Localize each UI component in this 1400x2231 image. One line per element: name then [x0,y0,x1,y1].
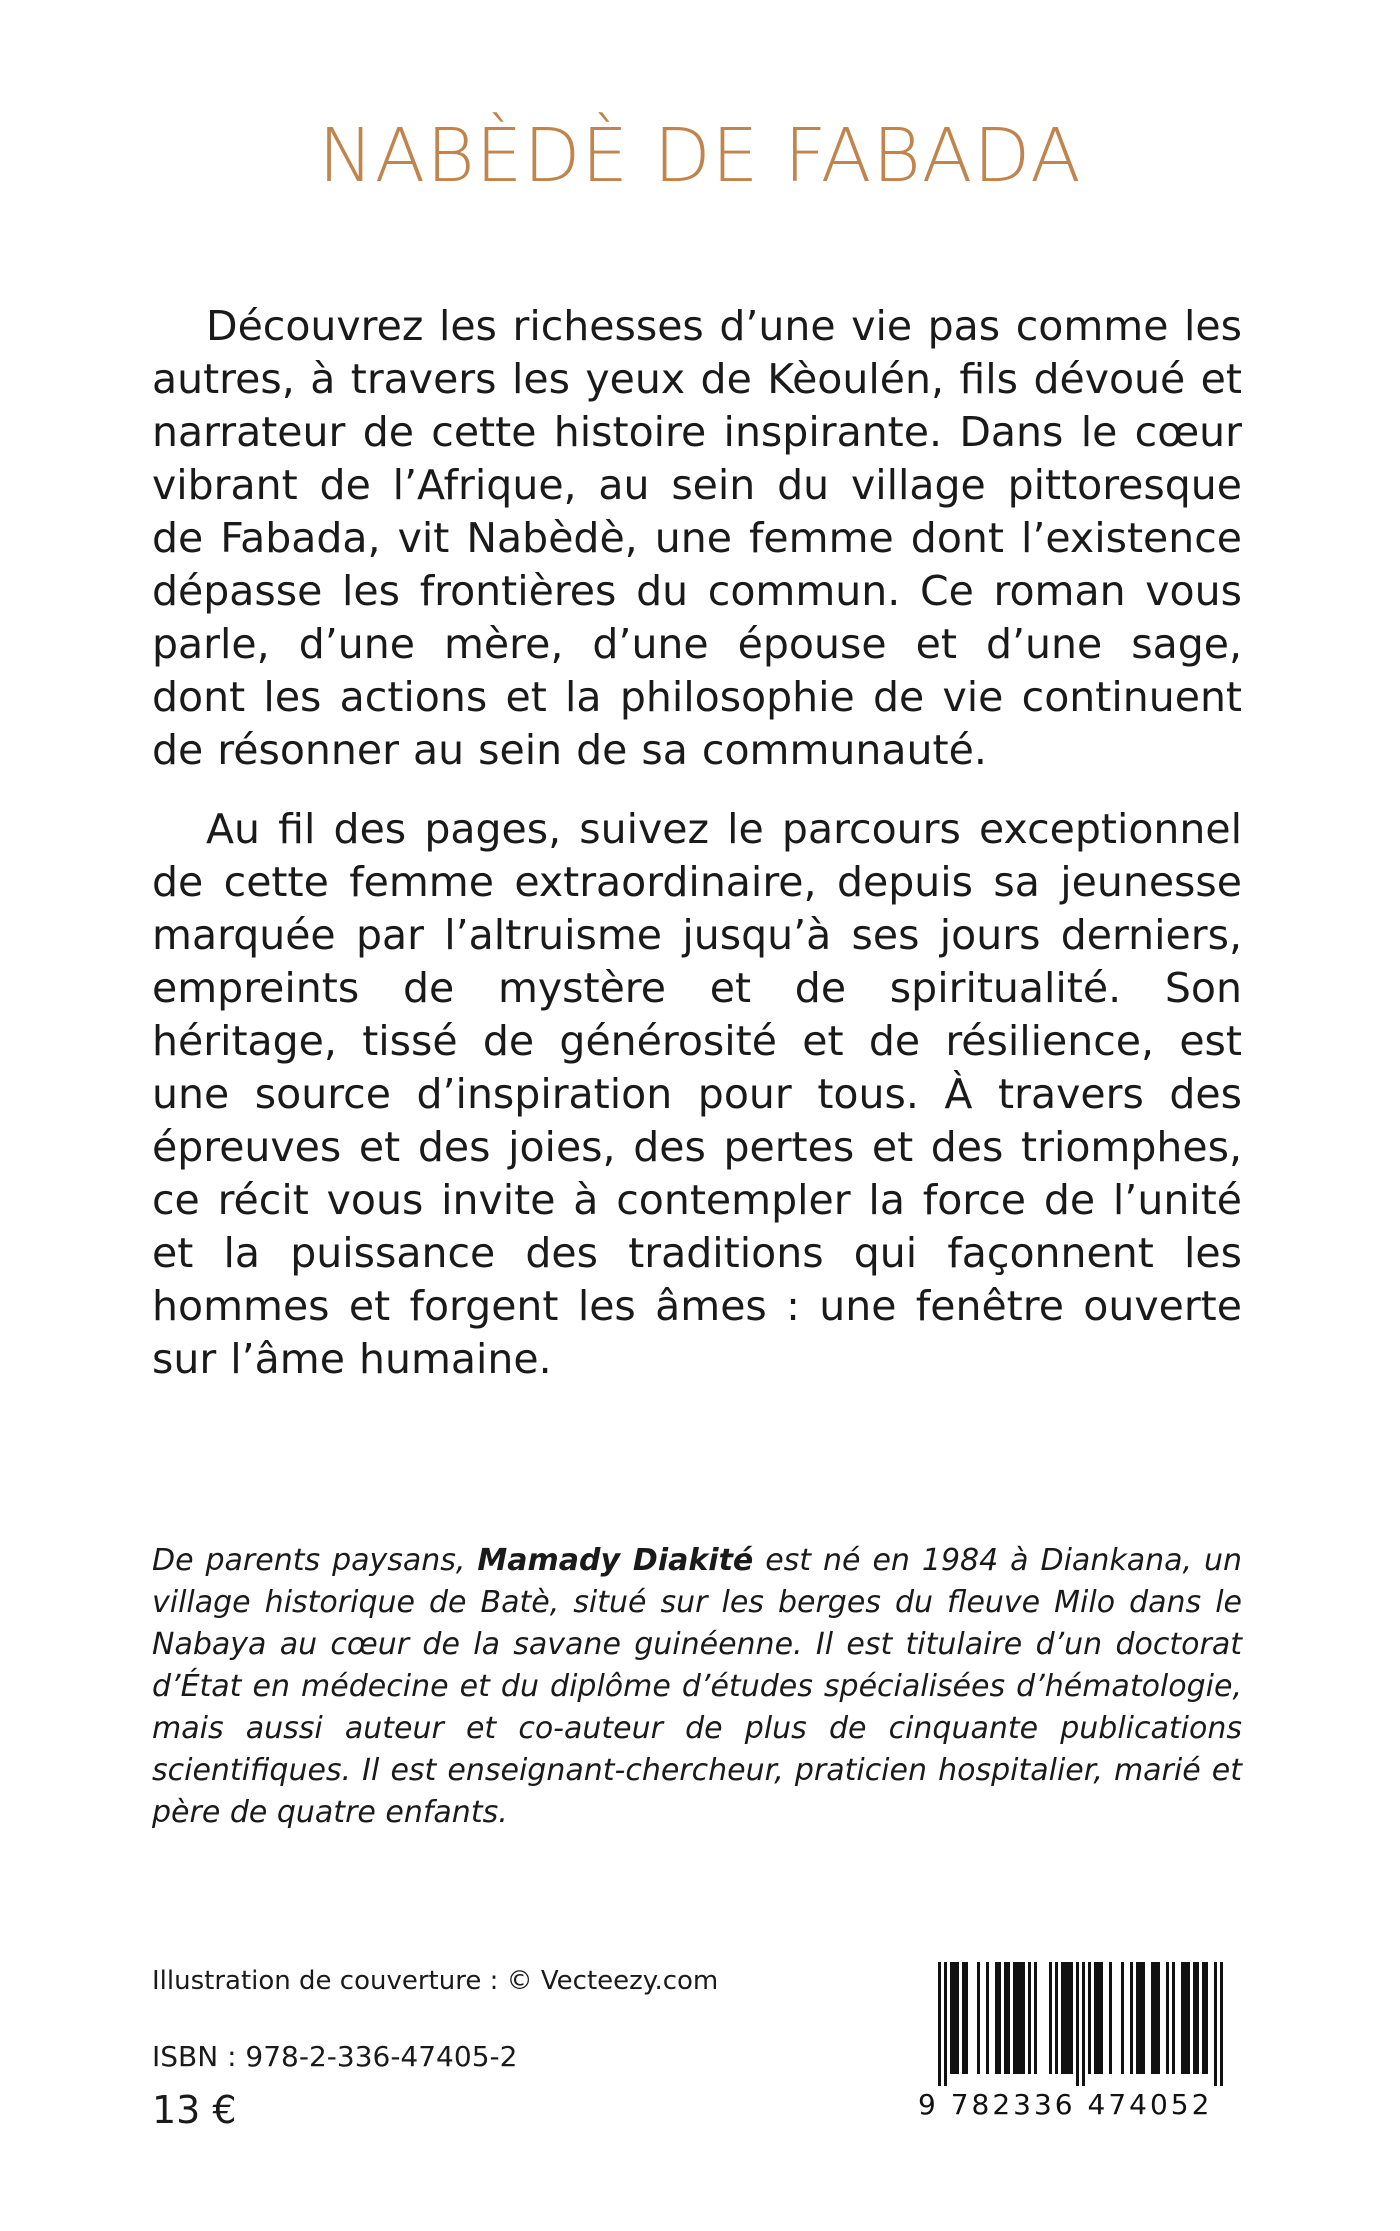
barcode-bar [1139,1962,1142,2074]
barcode-bar [1019,1962,1022,2074]
bio-intro: De parents paysans, [152,1543,478,1578]
barcode-bar [1007,1962,1010,2074]
barcode-bar [1196,1962,1199,2074]
author-bio [152,1540,1242,1834]
barcode-bar [1214,1962,1217,2086]
cover-illustration-credit: Illustration de couverture : © Vecteezy.com [152,1966,719,1996]
barcode-bar [1100,1962,1103,2074]
barcode-bar [1013,1962,1016,2074]
barcode-bar [1142,1962,1145,2074]
barcode-bar [1220,1962,1223,2086]
barcode-bar [1121,1962,1124,2074]
barcode-bar [1205,1962,1208,2074]
author-name: Mamady Diakité [477,1543,754,1578]
barcode-bar [1034,1962,1037,2074]
barcode-bar [1055,1962,1058,2074]
barcode-bar [1061,1962,1064,2074]
barcode-bar [1136,1962,1139,2074]
barcode-bar [953,1962,956,2074]
barcode-bar [1049,1962,1052,2074]
barcode-bar [1088,1962,1091,2074]
barcode-bar [1172,1962,1175,2074]
barcode-bar [1022,1962,1025,2074]
barcode-bar [1064,1962,1067,2074]
barcode-bar [1202,1962,1205,2074]
isbn: ISBN : 978-2-336-47405-2 [152,2040,518,2073]
barcode-bar [1157,1962,1160,2074]
barcode-bar [998,1962,1001,2074]
barcode-bar [1067,1962,1070,2074]
barcode-bar [956,1962,959,2074]
barcode-bar [1166,1962,1169,2074]
barcode-bar [950,1962,953,2074]
barcode-digits: 9 782336 474052 [918,2088,1213,2121]
price: 13 € [152,2088,237,2132]
barcode-bar [977,1962,980,2074]
barcode-bar [1097,1962,1100,2074]
barcode-bar [1076,1962,1079,2086]
book-title: NABÈDÈ DE FABADA [318,113,1082,199]
barcode-bar [965,1962,968,2074]
barcode-bar [1184,1962,1187,2074]
synopsis-paragraph-2: Au fil des pages, suivez le parcours exceptionnel de cette femme extraordinaire, depuis sa jeunesse marquée par l’altruisme jusqu’à ses jours derniers, empreints de mystère et de spiritualité. Son héritage, tissé de générosité et de résilience, est une source d’inspiration pour tous. À travers des épreuves et des joies, des pertes et des triomphes, ce récit vous invite à contempler la force de l’unité et la puissance des traditions qui façonnent les hommes et forgent les âmes : une fenêtre ouverte sur l’âme humaine. [152,805,1242,1383]
barcode-bar [938,1962,941,2086]
bio-text: est né en 1984 à Diankana, un village historique de Batè, situé sur les berges du fleuve Milo dans le Nabaya au cœur de la savane guinéenne. Il est titulaire d’un doctorat d’État en médecine et du diplôme d’études spécialisées d’hématologie, mais aussi auteur et co-auteur de plus de cinquante publications scientifiques. Il est enseignant-chercheur, praticien hospitalier, marié et père de quatre enfants. [152,1543,1242,1830]
barcode-bar [1181,1962,1184,2074]
barcode-bar [1187,1962,1190,2074]
barcode-bar [1109,1962,1112,2074]
barcode-bar [1154,1962,1157,2074]
barcode-bar [1130,1962,1133,2074]
barcode-bar [1193,1962,1196,2074]
barcode-bar [962,1962,965,2074]
barcode-bar [986,1962,989,2074]
barcode-bar [1151,1962,1154,2074]
barcode [918,1962,1248,2124]
barcode-bar [1028,1962,1031,2074]
barcode-bar [1094,1962,1097,2074]
barcode-bar [1070,1962,1073,2074]
synopsis-paragraph-1: Découvrez les richesses d’une vie pas comme les autres, à travers les yeux de Kèoulén, fils dévoué et narrateur de cette histoire inspirante. Dans le cœur vibrant de l’Afrique, au sein du village pittoresque de Fabada, vit Nabèdè, une femme dont l’existence dépasse les frontières du commun. Ce roman vous parle, d’une mère, d’une épouse et d’une sage, dont les actions et la philosophie de vie continuent de résonner au sein de sa communauté. [152,302,1242,774]
barcode-bar [944,1962,947,2086]
barcode-bars [918,1962,1248,2086]
barcode-bar [1004,1962,1007,2074]
barcode-bar [1082,1962,1085,2086]
synopsis [152,300,1242,1412]
barcode-bar [1016,1962,1019,2074]
barcode-bar [995,1962,998,2074]
